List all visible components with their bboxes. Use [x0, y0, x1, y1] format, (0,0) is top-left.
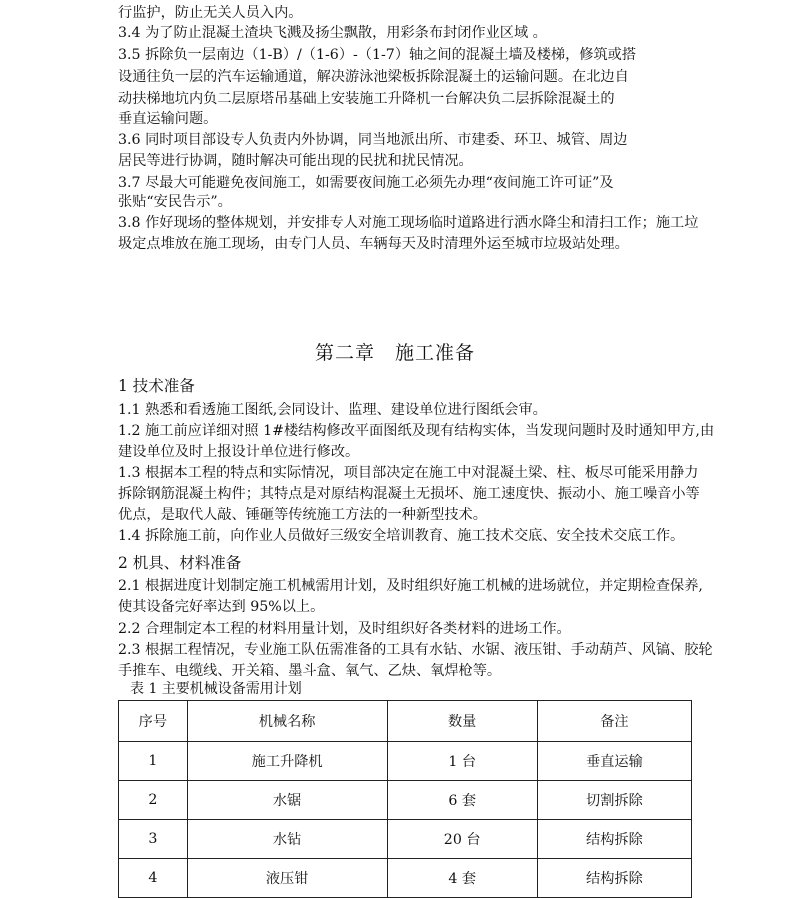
table-row [119, 820, 692, 859]
table-cell: 切割拆除 [537, 781, 691, 820]
text-line: 行监护，防止无关人员入内。 [118, 5, 303, 21]
table-caption: 表 1 主要机械设备需用计划 [130, 681, 302, 697]
text-line: 垂直运输问题。 [118, 111, 218, 127]
table-cell: 6 套 [387, 781, 537, 820]
table-cell: 4 [119, 859, 188, 898]
text-line: 拆除钢筋混凝土构件；其特点是对原结构混凝土无损坏、施工速度快、振动小、施工噪音小等 [118, 486, 700, 502]
text-line: 2.3 根据工程情况，专业施工队伍需准备的工具有水钻、水锯、液压钳、手动葫芦、风镐、胶轮 [118, 642, 713, 658]
text-line: 建设单位及时上报设计单位进行修改。 [118, 444, 360, 460]
header-cell: 机械名称 [187, 701, 387, 742]
text-line: 使其设备完好率达到 95%以上。 [118, 599, 325, 615]
table-cell: 施工升降机 [187, 742, 387, 781]
text-line: 1.3 根据本工程的特点和实际情况，项目部决定在施工中对混凝土梁、柱、板尽可能采用静力 [118, 465, 699, 481]
text-line: 3.8 作好现场的整体规划，并安排专人对施工现场临时道路进行洒水降尘和清扫工作；施工垃 [118, 215, 699, 231]
table-cell: 液压钳 [187, 859, 387, 898]
text-line: 1.4 拆除施工前，向作业人员做好三级安全培训教育、施工技术交底、安全技术交底工作。 [118, 528, 685, 544]
text-line: 2.1 根据进度计划制定施工机械需用计划，及时组织好施工机械的进场就位，并定期检查保养, [118, 578, 703, 594]
text-line: 3.5 拆除负一层南边（1-B）/（1-6）-（1-7）轴之间的混凝土墙及楼梯，修筑或搭 [118, 47, 637, 63]
table-cell: 4 套 [387, 859, 537, 898]
table-row [119, 859, 692, 898]
table-cell: 结构拆除 [537, 859, 691, 898]
text-line: 2.2 合理制定本工程的材料用量计划，及时组织好各类材料的进场工作。 [118, 621, 571, 637]
text-line: 设通往负一层的汽车运输通道，解决游泳池梁板拆除混凝土的运输问题。在北边自 [118, 69, 629, 85]
header-cell: 备注 [537, 701, 691, 742]
table-row [119, 781, 692, 820]
text-line: 动扶梯地坑内负二层原塔吊基础上安装施工升降机一台解决负二层拆除混凝土的 [118, 91, 615, 107]
text-line: 1.2 施工前应详细对照 1#楼结构修改平面图纸及现有结构实体，当发现问题时及时通知甲方,由 [118, 423, 715, 439]
header-cell: 序号 [119, 701, 188, 742]
text-line: 3.6 同时项目部设专人负责内外协调，同当地派出所、市建委、环卫、城管、周边 [118, 132, 628, 148]
text-line: 3.7 尽最大可能避免夜间施工，如需要夜间施工必须先办理“夜间施工许可证”及 [118, 175, 614, 191]
table-row [119, 742, 692, 781]
table-cell: 1 台 [387, 742, 537, 781]
table-cell: 水钻 [187, 820, 387, 859]
text-line: 居民等进行协调，随时解决可能出现的民扰和扰民情况。 [118, 153, 473, 169]
text-line: 3.4 为了防止混凝土渣块飞溅及扬尘飘散，用彩条布封闭作业区域 。 [118, 25, 547, 41]
table-header-row [119, 701, 692, 742]
chapter-title: 第二章 施工准备 [314, 342, 475, 364]
table-cell: 1 [119, 742, 188, 781]
text-line: 张贴“安民告示”。 [118, 194, 232, 210]
text-line: 1.1 熟悉和看透施工图纸,会同设计、监理、建设单位进行图纸会审。 [118, 402, 547, 418]
text-line: 手推车、电缆线、开关箱、墨斗盒、氧气、乙炔、氧焊枪等。 [118, 663, 502, 679]
section-heading: 1 技术准备 [118, 377, 195, 395]
table-cell: 水锯 [187, 781, 387, 820]
text-line: 优点，是取代人敲、锤砸等传统施工方法的一种新型技术。 [118, 507, 487, 523]
table-cell: 3 [119, 820, 188, 859]
table-cell: 2 [119, 781, 188, 820]
header-cell: 数量 [387, 701, 537, 742]
table-cell: 结构拆除 [537, 820, 691, 859]
table-cell: 20 台 [387, 820, 537, 859]
equipment-table [118, 700, 692, 898]
table-cell: 垂直运输 [537, 742, 691, 781]
section-heading: 2 机具、材料准备 [118, 554, 242, 572]
text-line: 圾定点堆放在施工现场，由专门人员、车辆每天及时清理外运至城市垃圾站处理。 [118, 236, 629, 252]
